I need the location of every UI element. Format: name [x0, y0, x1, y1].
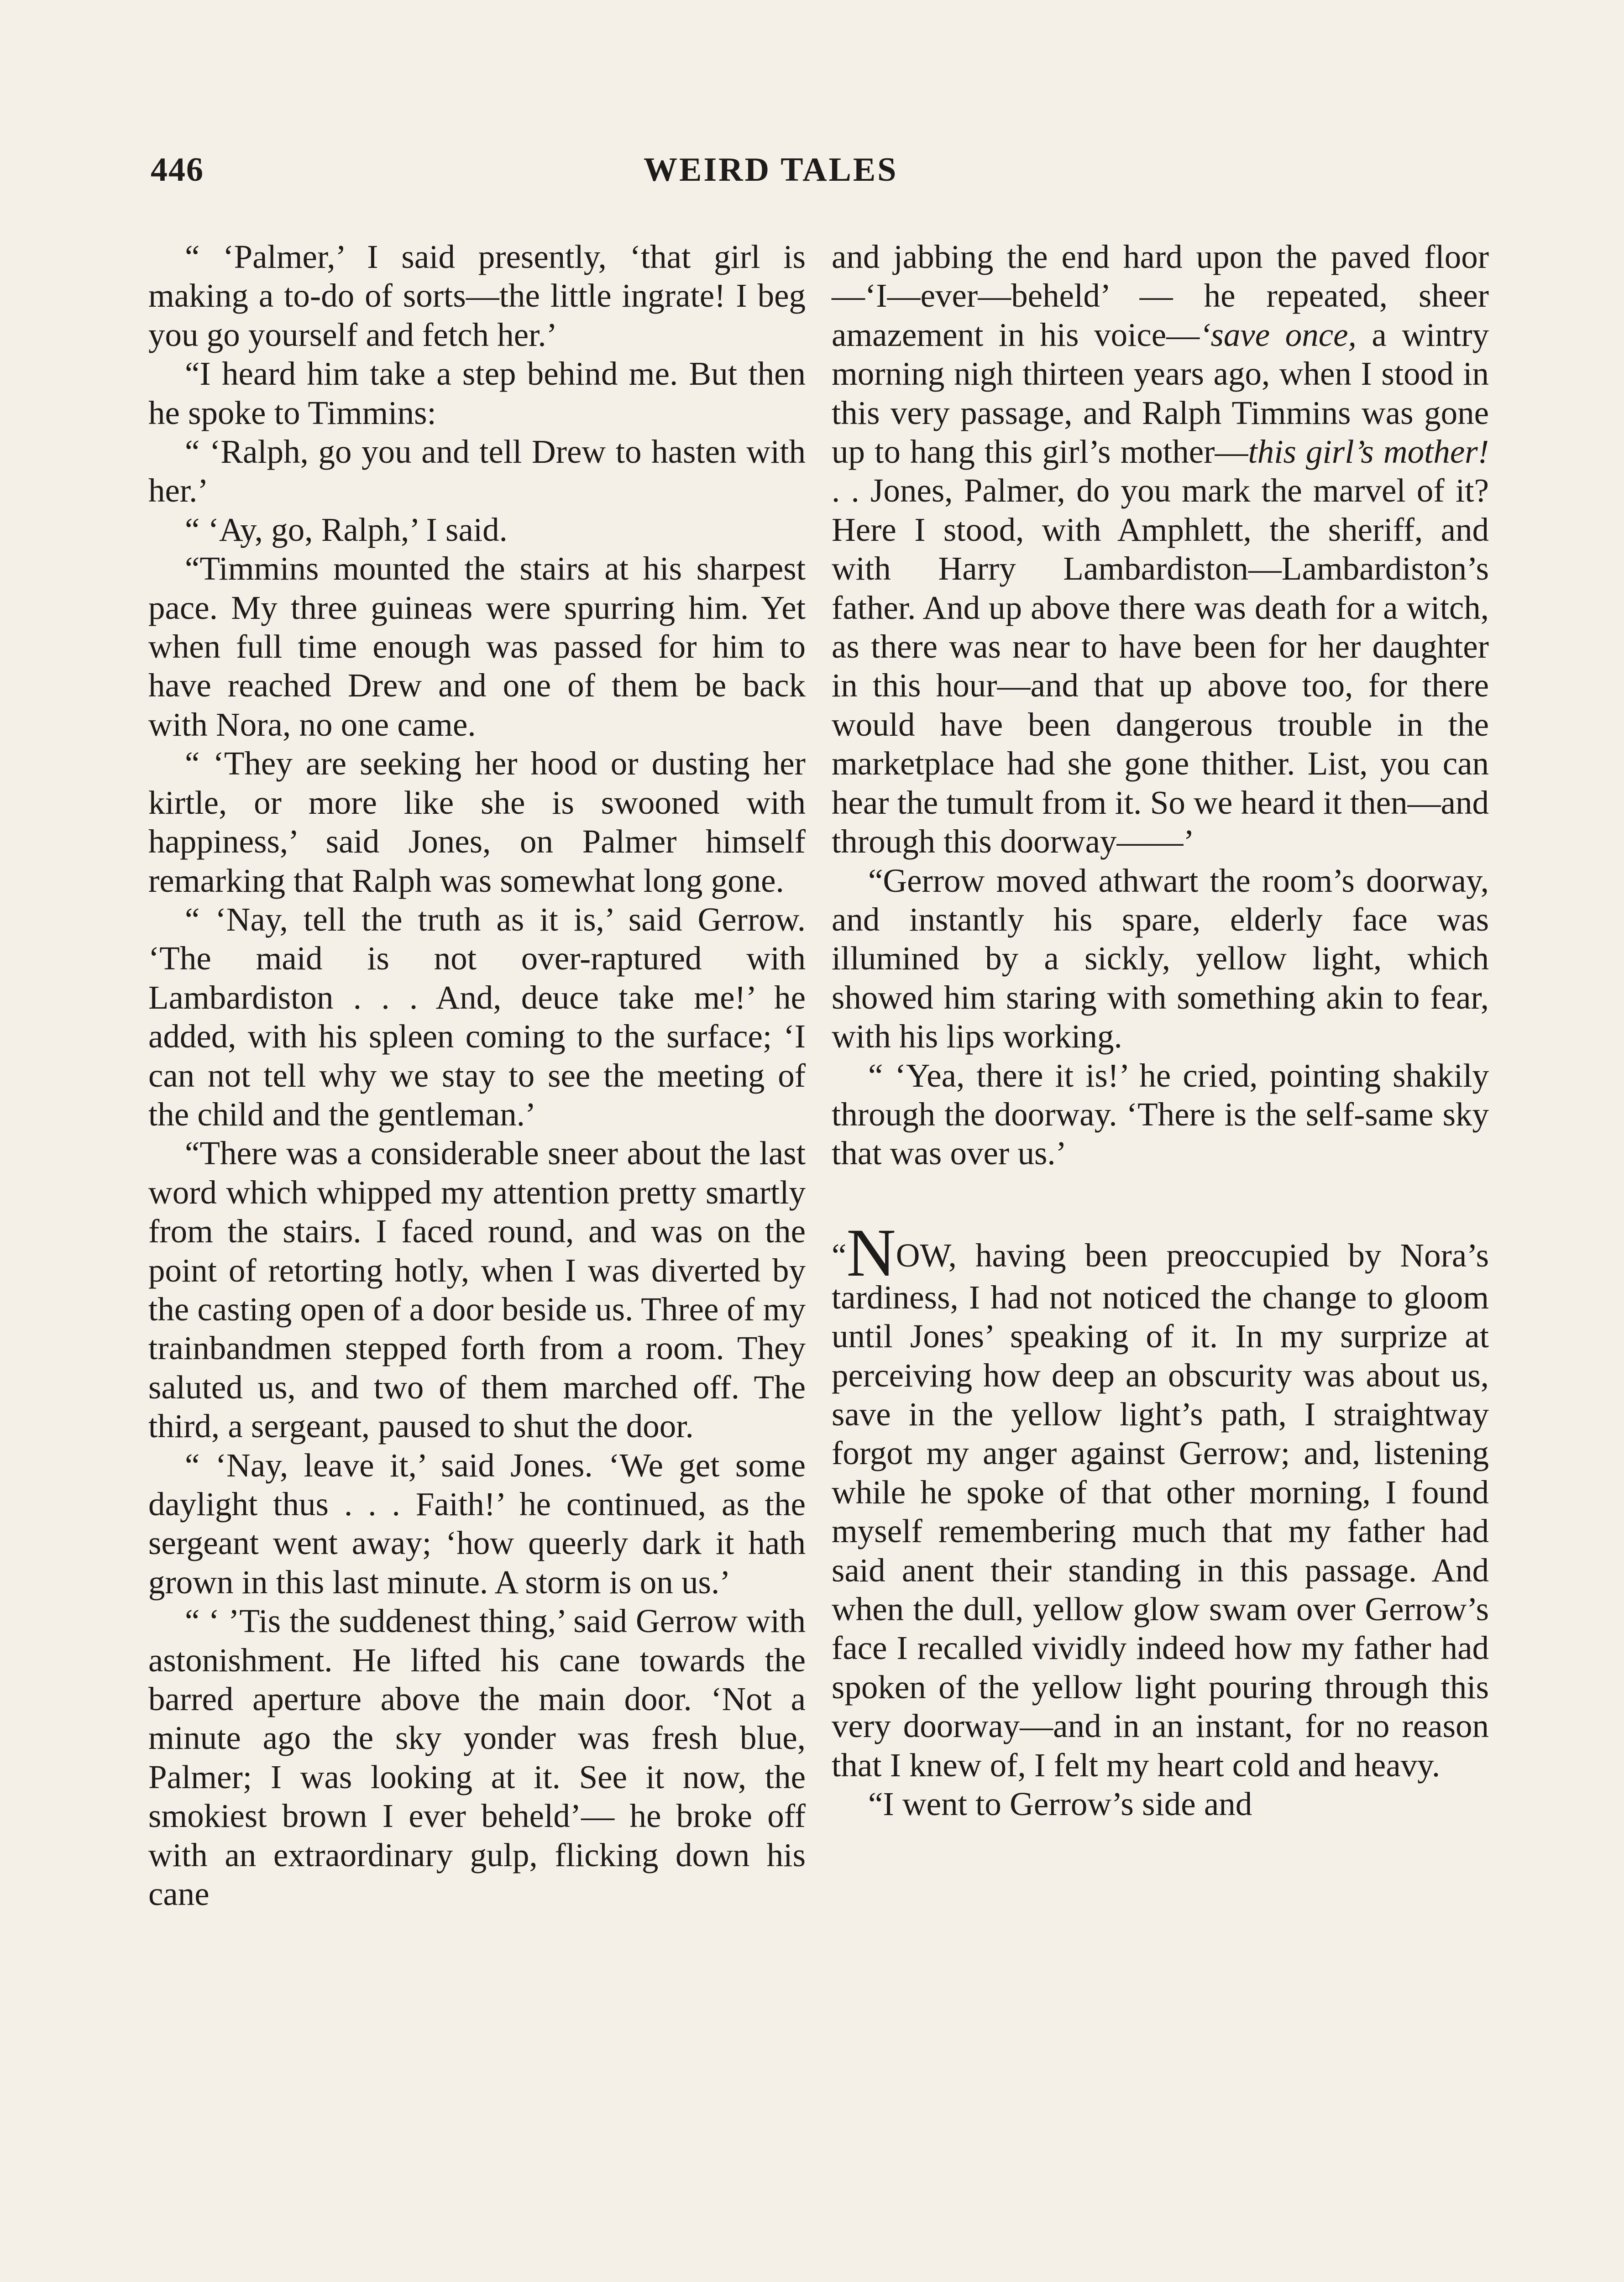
paragraph: “Gerrow moved athwart the room’s doorway, and instantly his spare, elderly face was illumined by a sickly, yellow light, which showed him staring with something akin to fear, with his lips working. [832, 862, 1489, 1055]
left-column [148, 237, 806, 1913]
paragraph: “I heard him take a step behind me. But then he spoke to Timmins: [148, 355, 806, 431]
dropcap-letter: N [846, 1214, 896, 1291]
continued-paragraph [832, 237, 1489, 861]
italic-phrase: ‘save once, [1200, 316, 1357, 353]
running-title: WEIRD TALES [644, 151, 898, 188]
paragraph: “ ‘Ralph, go you and tell Drew to hasten with her.’ [148, 433, 806, 509]
paragraph: “ ‘Yea, there it is!’ he cried, pointing shakily through the doorway. ‘There is the self-same sky that was over us.’ [832, 1057, 1489, 1172]
italic-phrase: this girl’s mother! [1248, 433, 1489, 471]
dropcap-paragraph-text: OW, having been preoccupied by Nora’s tardiness, I had not noticed the change to gloom until Jones’ speaking of it. In my surprize at perceiving how deep an obscurity was about us, save in the yellow light’s path, I straightway forgot my anger against Gerrow; and, listening while he spoke of that other morning, I found myself remembering much that my father had said anent their standing in this passage. And when the dull, yellow glow swam over Gerrow’s face I recalled vividly indeed how my father had spoken of the yellow light pouring through this very doorway—and in an instant, for no reason that I knew of, I felt my heart cold and heavy. [832, 1236, 1489, 1784]
paragraph: “ ‘Ay, go, Ralph,’ I said. [185, 511, 508, 548]
page-number: 446 [151, 151, 204, 188]
paragraph: “I went to Gerrow’s side and [868, 1785, 1252, 1823]
continued-text: a wintry morning nigh thirteen years ago, when I stood in this very passage, and Ralph Timmins was gone up to hang this girl’s mother— [832, 316, 1489, 471]
paragraph: “ ‘Nay, tell the truth as it is,’ said Gerrow. ‘The maid is not over-raptured with Lambardiston . . . And, deuce take me!’ he added, with his spleen coming to the surface; ‘I can not tell why we stay to see the meeting of the child and the gentleman.’ [148, 900, 806, 1133]
paragraph: “ ‘Palmer,’ I said presently, ‘that girl is making a to-do of sorts—the little ingrate! I beg you go yourself and fetch her.’ [148, 238, 806, 353]
continued-text: . . Jones, Palmer, do you mark the marvel of it? Here I stood, with Amphlett, the sheriff, and with Harry Lambardiston—Lambardiston’s father. And up above there was death for a witch, as there was near to have been for her daughter in this hour—and that up above too, for there would have been dangerous trouble in the marketplace had she gone thither. List, you can hear the tumult from it. So we heard it then—and through this doorway——’ [832, 472, 1489, 860]
section-opening-paragraph [832, 1214, 1489, 1785]
paragraph: “Timmins mounted the stairs at his sharpest pace. My three guineas were spurring him. Yet when full time enough was passed for him to have reached Drew and one of them be back with Nora, no one came. [148, 550, 806, 743]
paragraph: “There was a considerable sneer about the last word which whipped my attention pretty smartly from the stairs. I faced round, and was on the point of retorting hotly, when I was diverted by the casting open of a door beside us. Three of my trainbandmen stepped forth from a room. They saluted us, and two of them marched off. The third, a sergeant, paused to shut the door. [148, 1135, 806, 1445]
paragraph: “ ‘ ’Tis the suddenest thing,’ said Gerrow with astonishment. He lifted his cane towards the barred aperture above the main door. ‘Not a minute ago the sky yonder was fresh blue, Palmer; I was looking at it. See it now, the smokiest brown I ever beheld’— he broke off with an extraordinary gulp, flicking down his cane [148, 1602, 806, 1913]
paragraph: “ ‘Nay, leave it,’ said Jones. ‘We get some daylight thus . . . Faith!’ he continued, as the sergeant went away; ‘how queerly dark it hath grown in this last minute. A storm is on us.’ [148, 1446, 806, 1601]
page-header [151, 151, 1474, 196]
right-column [832, 237, 1489, 1823]
continued-text: and jabbing the end hard upon the paved floor—‘I—ever—beheld’ — he repeated, sheer amazement in his voice— [832, 238, 1489, 353]
paragraph: “ ‘They are seeking her hood or dusting her kirtle, or more like she is swooned with happiness,’ said Jones, on Palmer himself remarking that Ralph was somewhat long gone. [148, 745, 806, 899]
dropcap-quote: “ [832, 1236, 847, 1274]
